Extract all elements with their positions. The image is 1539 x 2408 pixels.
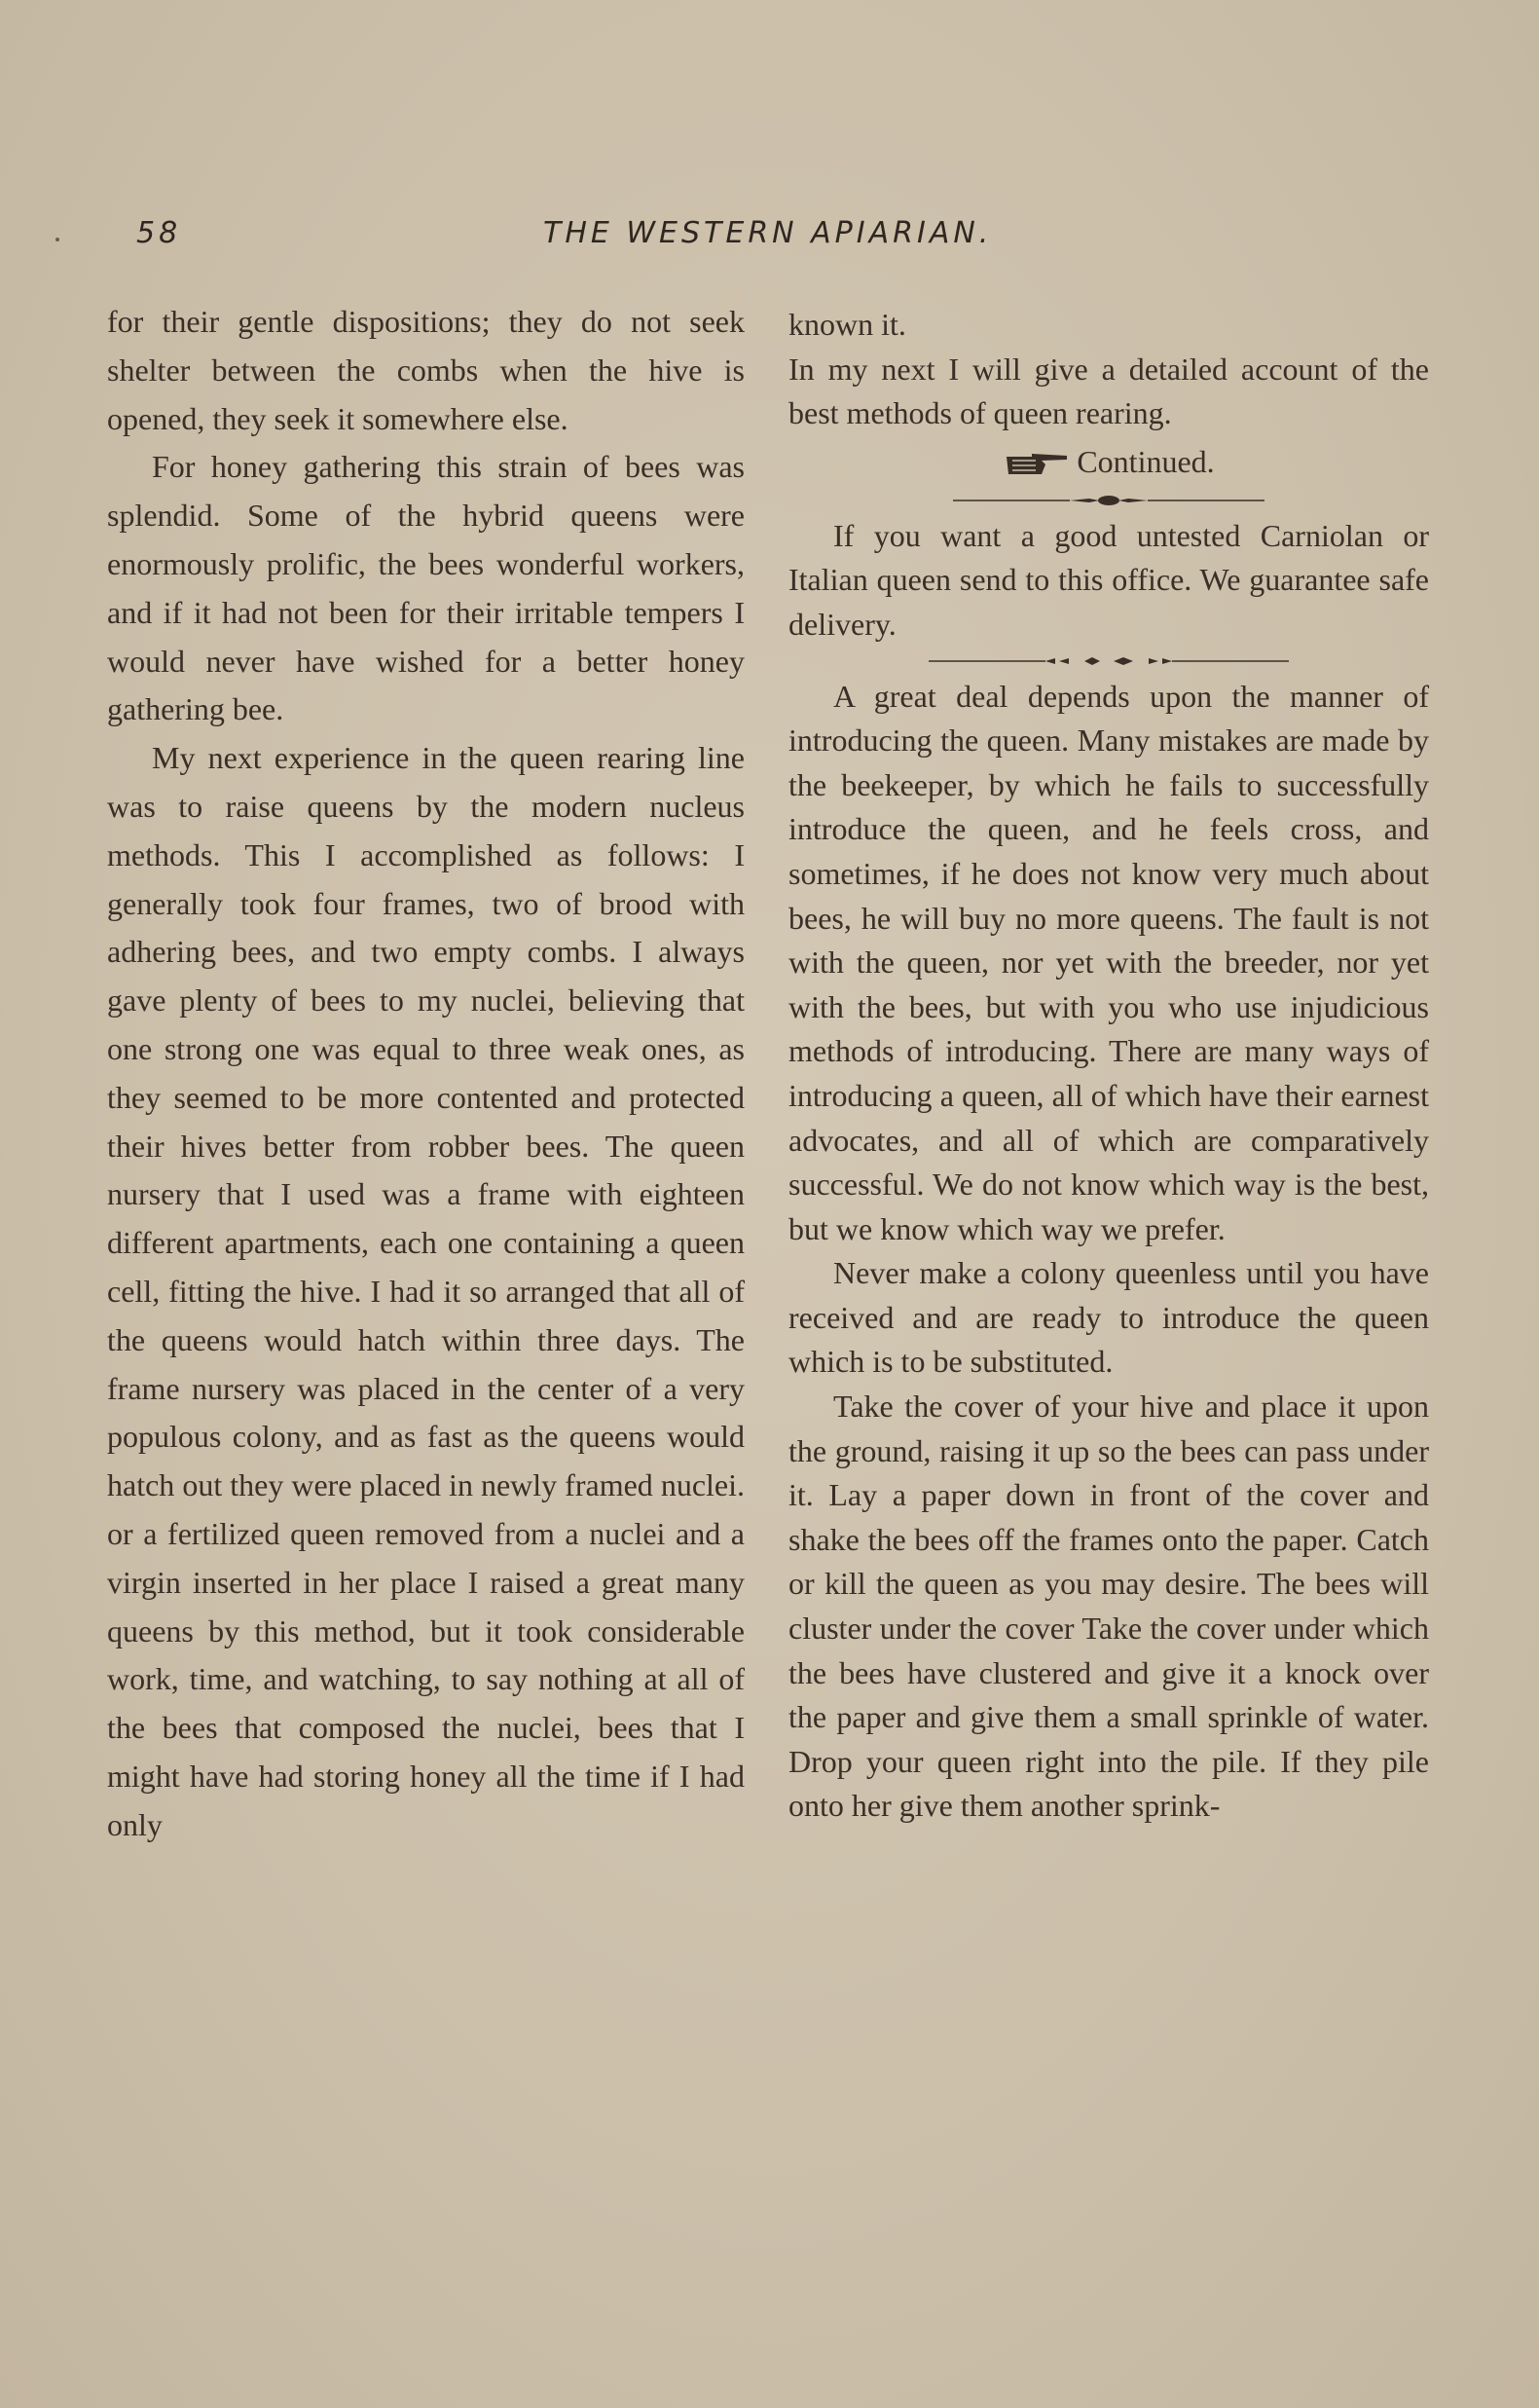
continued-note	[788, 436, 1429, 487]
right-intro-line: known it.	[788, 307, 906, 342]
left-paragraph-2: For honey gathering this strain of bees was splendid. Some of the hybrid queens were enormously prolific, the bees wonderful workers, and if it had not been for their irritable tempers I would never have wished for a better honey gathering bee.	[107, 449, 745, 727]
right-column	[788, 303, 1429, 1829]
left-paragraph-1: for their gentle dispositions; they do not seek shelter between the combs when the hive is opened, they seek it somewhere else.	[107, 304, 745, 436]
right-paragraph-2: Never make a colony queenless until you have received and are ready to introduce the queen which is to be substituted.	[788, 1255, 1429, 1380]
left-column	[107, 298, 745, 1850]
ornament-divider-2	[929, 653, 1289, 669]
right-paragraph-1: A great deal depends upon the manner of introducing the queen. Many mistakes are made by the beekeeper, by which he fails to successfully introduce the queen, and he feels cross, and sometimes, if he does not know very much about bees, he will buy no more queens. The fault is not with the queen, nor yet with the breeder, nor yet with the bees, but with you who use injudicious methods of introducing. There are many ways of introducing a queen, all of which have their earnest advocates, and all of which are comparatively successful. We do not know which way is the best, but we know which way we prefer.	[788, 678, 1429, 1246]
running-title: THE WESTERN APIARIAN.	[543, 216, 993, 250]
continued-label: Continued.	[1077, 443, 1215, 479]
right-paragraph-3: Take the cover of your hive and place it upon the ground, raising it up so the bees can pass under it. Lay a paper down in front of the cover and shake the bees off the frames onto the paper. Catch or kill the queen as you may desire. The bees will cluster under the cover Take the cover under which the bees have clustered and give it a knock over the paper and give them a small sprinkle of water. Drop your queen right into the pile. If they pile onto her give them another sprink-	[788, 1389, 1429, 1824]
advert-paragraph: If you want a good untested Carniolan or Italian queen send to this office. We guarantee safe delivery.	[788, 517, 1429, 642]
left-paragraph-3: My next experience in the queen rearing line was to raise queens by the modern nucleus methods. This I accomplished as follows: I generally took four frames, two of brood with adhering bees, and two empty combs. I always gave plenty of bees to my nuclei, believing that one strong one was equal to three weak ones, as they seemed to be more contented and protected their hives better from robber bees. The queen nursery that I used was a frame with eighteen different apartments, each one containing a queen cell, fitting the hive. I had it so arranged that all of the queens would hatch within three days. The frame nursery was placed in the center of a very populous colony, and as fast as the queens would hatch out they were placed in newly framed nuclei. or a fertilized queen removed from a nuclei and a virgin inserted in her place I raised a great many queens by this method, but it took considerable work, time, and watching, to say nothing at all of the bees that composed the nuclei, bees that I might have had storing honey all the time if I had only	[107, 740, 745, 1842]
page-number: 58	[136, 216, 182, 250]
pointing-hand-icon	[1003, 451, 1071, 478]
speck	[55, 238, 59, 241]
page-header	[136, 216, 1441, 255]
ornament-divider	[953, 493, 1264, 508]
right-next-account: In my next I will give a detailed account of the best methods of queen rearing.	[788, 351, 1429, 431]
